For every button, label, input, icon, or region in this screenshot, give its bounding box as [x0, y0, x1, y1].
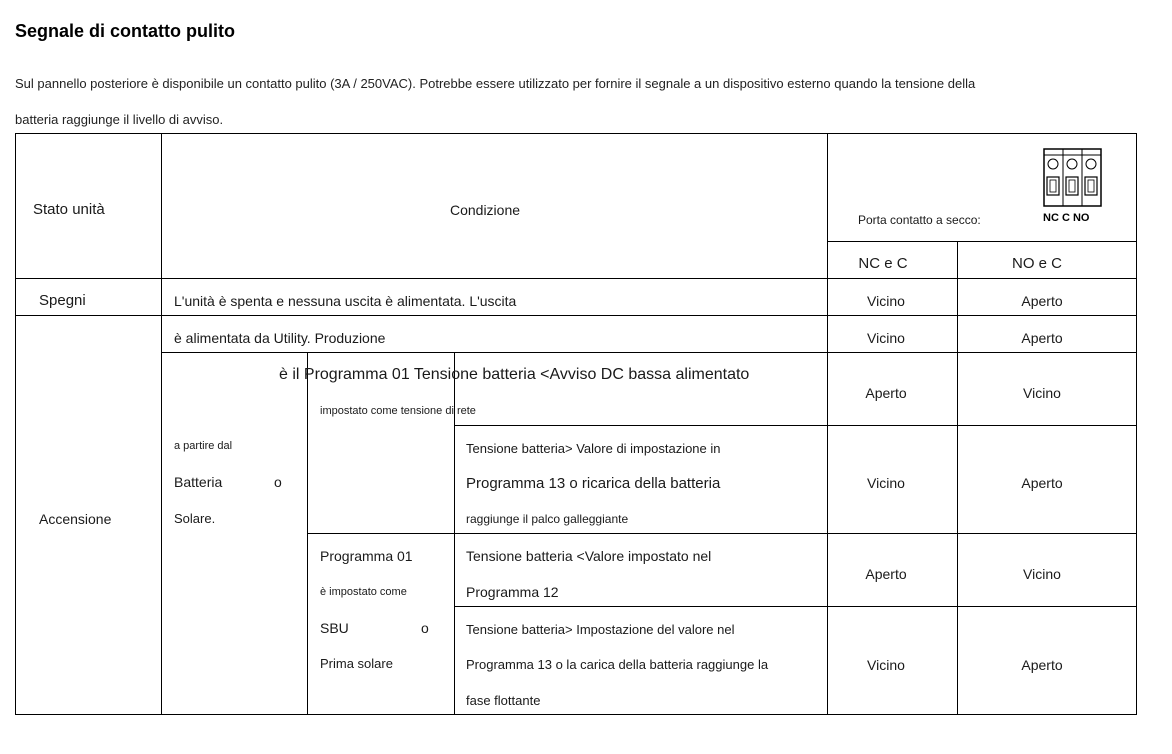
condition-batt-high-2-line3: fase flottante: [466, 693, 541, 708]
condition-spegni: L'unità è spenta e nessuna uscita è alimentata. L'uscita: [174, 293, 517, 309]
intro-line-1: Sul pannello posteriore è disponibile un contatto pulito (3A / 250VAC). Potrebbe essere utilizzato per fornire il segnale a un dispositivo esterno quando la tensione della: [15, 76, 976, 91]
source-solare: Solare.: [174, 511, 216, 526]
header-nc-c: NC e C: [858, 255, 908, 272]
header-no-c: NO e C: [1011, 255, 1063, 272]
grid-line: [307, 352, 308, 715]
terminal-label: NC C NO: [1043, 212, 1090, 224]
no-value: Vicino: [1023, 385, 1061, 401]
nc-value: Vicino: [867, 330, 905, 346]
grid-line: [307, 533, 1137, 534]
grid-line: [454, 606, 1137, 607]
source-line-1: a partire dal: [174, 440, 233, 452]
grid-line: [161, 133, 162, 715]
page-title: Segnale di contatto pulito: [15, 21, 235, 41]
source-batteria: Batteria: [174, 474, 223, 490]
header-stato-unita: Stato unità: [33, 201, 105, 218]
sbu-line-1: Programma 01: [320, 548, 413, 564]
grid-line: [15, 133, 1137, 134]
grid-line: [15, 714, 1137, 715]
condition-batt-low-2-line1: Tensione batteria <Valore impostato nel: [466, 548, 712, 564]
condition-batt-high-1-line2: Programma 13 o ricarica della batteria: [466, 475, 721, 492]
no-value: Aperto: [1021, 293, 1063, 309]
stato-spegni: Spegni: [39, 292, 86, 309]
no-value: Aperto: [1021, 657, 1063, 673]
header-porta-contatto: Porta contatto a secco:: [858, 213, 981, 227]
condition-batt-high-1-line3: raggiunge il palco galleggiante: [466, 512, 629, 526]
sbu-line-4: Prima solare: [320, 656, 393, 671]
terminal-block-icon: [1042, 147, 1104, 225]
sbu-line-2: è impostato come: [320, 586, 407, 598]
grid-line: [15, 133, 16, 715]
condition-prog01-line2: impostato come tensione di rete: [320, 405, 476, 417]
nc-value: Vicino: [867, 293, 905, 309]
grid-line: [827, 133, 828, 715]
condition-batt-high-2-line2: Programma 13 o la carica della batteria raggiunge la: [466, 657, 769, 672]
sbu-line-3: SBU: [320, 620, 349, 636]
grid-line: [827, 241, 1137, 242]
grid-line: [1136, 133, 1137, 715]
nc-value: Aperto: [865, 566, 907, 582]
grid-line: [454, 425, 1137, 426]
sbu-or: o: [421, 620, 429, 636]
nc-value: Vicino: [867, 657, 905, 673]
condition-batt-high-1-line1: Tensione batteria> Valore di impostazione in: [466, 441, 721, 456]
condition-prog01-line1: è il Programma 01 Tensione batteria <Avviso DC bassa alimentato: [279, 366, 750, 383]
grid-line: [15, 278, 1137, 279]
grid-line: [957, 241, 958, 715]
nc-value: Vicino: [867, 475, 905, 491]
condition-utility: è alimentata da Utility. Produzione: [174, 330, 386, 346]
grid-line: [15, 315, 1137, 316]
no-value: Aperto: [1021, 330, 1063, 346]
header-condizione: Condizione: [449, 202, 521, 218]
condition-batt-low-2-line2: Programma 12: [466, 584, 559, 600]
nc-value: Aperto: [865, 385, 907, 401]
no-value: Vicino: [1023, 566, 1061, 582]
no-value: Aperto: [1021, 475, 1063, 491]
source-or: o: [274, 474, 282, 490]
stato-accensione: Accensione: [39, 511, 112, 527]
condition-batt-high-2-line1: Tensione batteria> Impostazione del valore nel: [466, 622, 735, 637]
intro-line-2: batteria raggiunge il livello di avviso.: [15, 112, 224, 127]
